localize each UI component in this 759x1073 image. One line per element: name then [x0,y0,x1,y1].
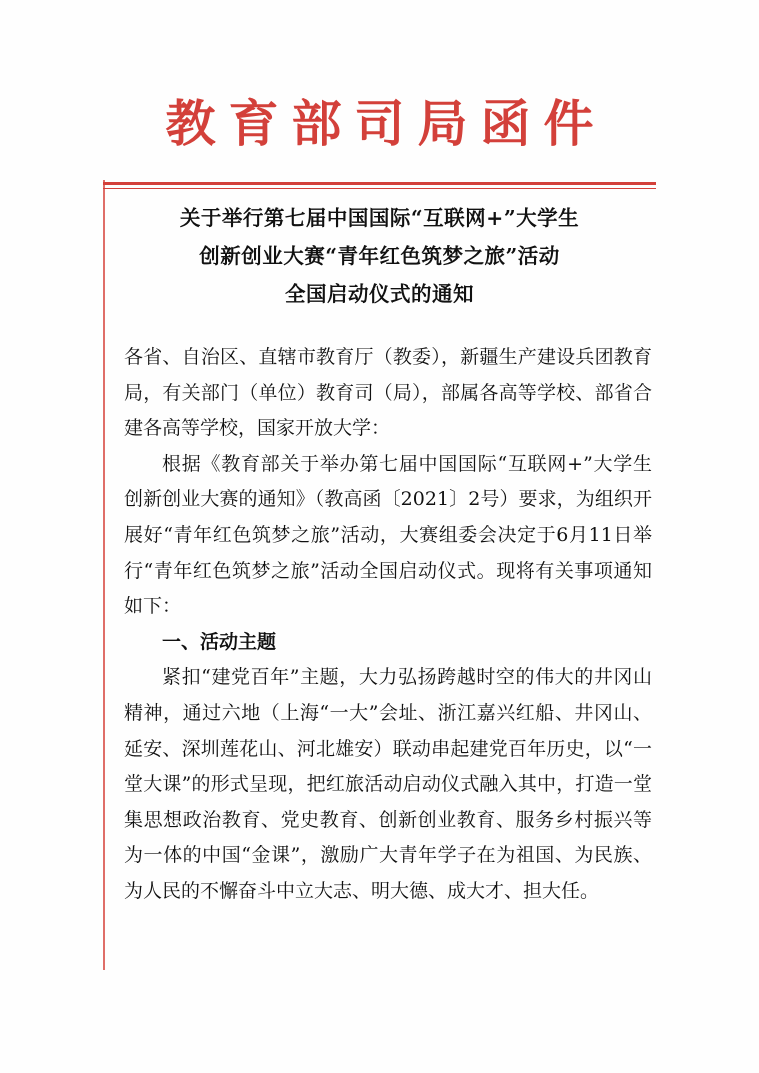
document-title-line-1: 关于举行第七届中国国际“互联网+”大学生 [179,206,580,230]
section-heading-1: 一、活动主题 [162,630,277,653]
theme-paragraph: 紧扣“建党百年”主题，大力弘扬跨越时空的伟大的井冈山精神，通过六地（上海“一大”会址、浙江嘉兴红船、井冈山、延安、深圳莲花山、河北雄安）联动串起建党百年历史，以“一堂大课”的形式呈现，把红旅活动启动仪式融入其中，打造一堂集思想政治教育、党史教育、创新创业教育、服务乡村振兴等为一体的中国“金课”，激励广大青年学子在为祖国、为民族、为人民的不懈奋斗中立大志、明大德、成大才、担大任。 [124,666,652,902]
header-rule-thin [103,188,656,189]
document-title-line-2: 创新创业大赛“青年红色筑梦之旅”活动 [199,243,560,268]
recipients-paragraph: 各省、自治区、直辖市教育厅（教委），新疆生产建设兵团教育局，有关部门（单位）教育司（局），部属各高等学校、部省合建各高等学校，国家开放大学： [124,346,652,440]
basis-paragraph: 根据《教育部关于举办第七届中国国际“互联网+”大学生创新创业大赛的通知》（教高函〔2021〕2号）要求，为组织开展好“青年红色筑梦之旅”活动，大赛组委会决定于6月11日举行“青年红色筑梦之旅”活动全国启动仪式。现将有关事项通知如下： [124,452,652,618]
masthead-title: 教育部司局函件 [165,94,607,153]
document-title-line-3: 全国启动仪式的通知 [285,281,474,306]
document-title [103,200,656,314]
document-body [124,340,652,910]
header-rule-thick [103,182,656,185]
